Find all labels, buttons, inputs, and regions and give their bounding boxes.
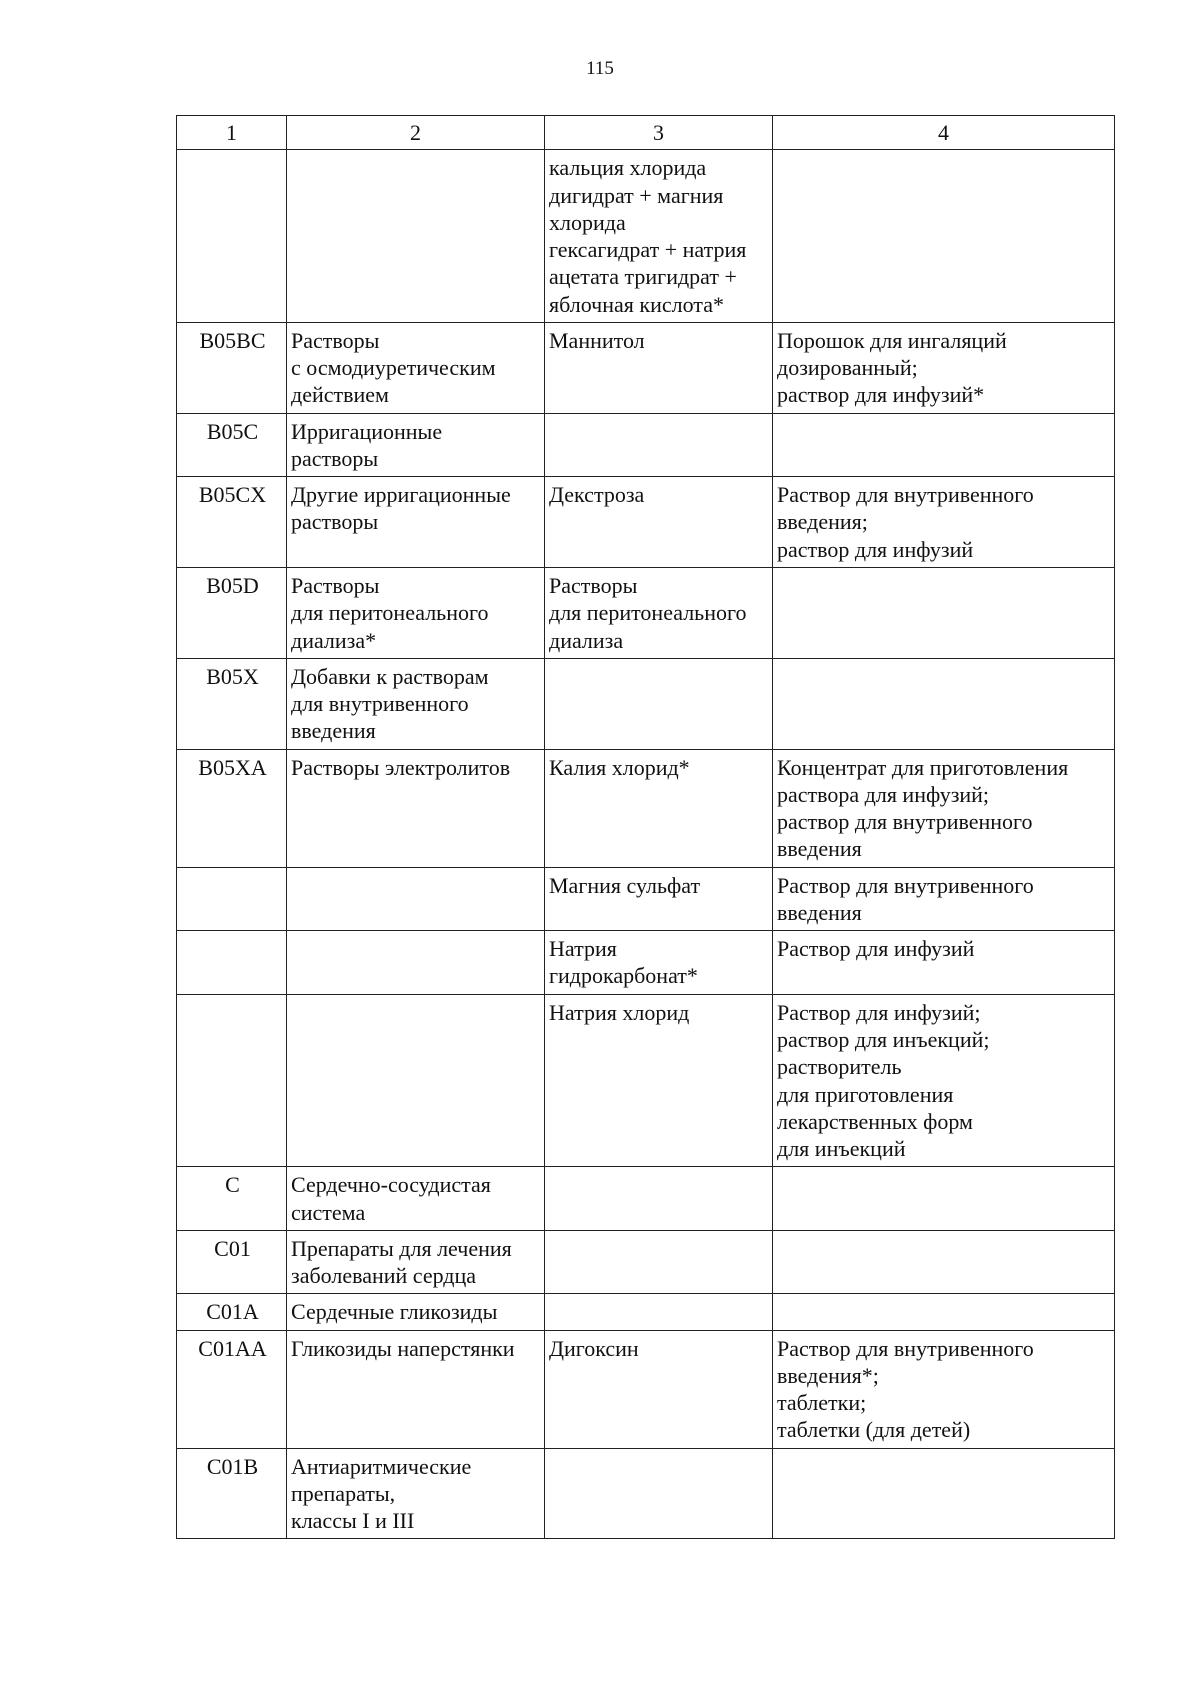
cell-line: Другие ирригационные	[291, 482, 511, 508]
atc-code-cell: C01A	[177, 1294, 287, 1330]
table-row	[177, 749, 1115, 867]
table-row	[177, 1448, 1115, 1539]
cell-line: дигидрат + магния	[549, 182, 724, 208]
header-col-1: 1	[177, 116, 287, 150]
cell-line: дозированный;	[777, 355, 918, 381]
dosage-form-cell	[773, 413, 1115, 477]
atc-code-cell	[177, 867, 287, 931]
table-row	[177, 931, 1115, 995]
group-name-cell	[287, 1230, 545, 1294]
substance-cell	[545, 322, 773, 413]
cell-line: Раствор для внутривенного	[777, 872, 1034, 898]
table-row	[177, 322, 1115, 413]
cell-line: Раствор для внутривенного	[777, 1335, 1034, 1361]
atc-code-cell: B05X	[177, 658, 287, 749]
header-col-2: 2	[287, 116, 545, 150]
cell-line: Концентрат для приготовления	[777, 754, 1069, 780]
dosage-form-cell	[773, 477, 1115, 568]
table-row	[177, 413, 1115, 477]
atc-code-cell: C	[177, 1167, 287, 1231]
cell-line: классы I и III	[291, 1508, 415, 1534]
cell-line: введения*;	[777, 1362, 879, 1388]
dosage-form-cell	[773, 1230, 1115, 1294]
substance-cell	[545, 1330, 773, 1448]
group-name-cell	[287, 1294, 545, 1330]
table-body	[177, 150, 1115, 1539]
cell-line: Препараты для лечения	[291, 1235, 512, 1261]
cell-line: для приготовления	[777, 1081, 954, 1107]
cell-line: Магния сульфат	[549, 872, 701, 898]
cell-line: действием	[291, 382, 389, 408]
dosage-form-cell	[773, 931, 1115, 995]
cell-line: растворы	[291, 509, 379, 535]
cell-line: диализа*	[291, 627, 377, 653]
substance-cell	[545, 567, 773, 658]
group-name-cell	[287, 1330, 545, 1448]
substance-cell	[545, 1230, 773, 1294]
cell-line: растворитель	[777, 1054, 902, 1080]
atc-code-cell: B05BC	[177, 322, 287, 413]
group-name-cell	[287, 1448, 545, 1539]
cell-line: для инъекций	[777, 1136, 906, 1162]
dosage-form-cell	[773, 658, 1115, 749]
cell-line: таблетки (для детей)	[777, 1417, 971, 1443]
atc-code-cell: C01AA	[177, 1330, 287, 1448]
dosage-form-cell	[773, 567, 1115, 658]
cell-line: яблочная кислота*	[549, 291, 724, 317]
group-name-cell	[287, 477, 545, 568]
header-col-4: 4	[773, 116, 1115, 150]
cell-line: Натрия хлорид	[549, 999, 690, 1025]
atc-code-cell	[177, 150, 287, 323]
cell-line: препараты,	[291, 1480, 396, 1506]
cell-line: Натрия	[549, 936, 617, 962]
page-number: 115	[586, 58, 614, 79]
atc-code-cell: C01	[177, 1230, 287, 1294]
cell-line: Сердечные гликозиды	[291, 1299, 498, 1325]
substance-cell	[545, 150, 773, 323]
cell-line: заболеваний сердца	[291, 1263, 477, 1289]
table-row	[177, 1330, 1115, 1448]
cell-line: гидрокарбонат*	[549, 963, 698, 989]
atc-code-cell: C01B	[177, 1448, 287, 1539]
table-row	[177, 477, 1115, 568]
substance-cell	[545, 413, 773, 477]
table-row	[177, 1294, 1115, 1330]
cell-line: Раствор для внутривенного	[777, 482, 1034, 508]
cell-line: Маннитол	[549, 327, 645, 353]
substance-cell	[545, 994, 773, 1167]
cell-line: Порошок для ингаляций	[777, 327, 1007, 353]
dosage-form-cell	[773, 1330, 1115, 1448]
substance-cell	[545, 658, 773, 749]
cell-line: Раствор для инфузий	[777, 936, 975, 962]
dosage-form-cell	[773, 150, 1115, 323]
atc-code-cell: B05D	[177, 567, 287, 658]
cell-line: для перитонеального	[291, 600, 489, 626]
cell-line: система	[291, 1199, 366, 1225]
cell-line: для внутривенного	[291, 691, 469, 717]
dosage-form-cell	[773, 749, 1115, 867]
group-name-cell	[287, 994, 545, 1167]
dosage-form-cell	[773, 1448, 1115, 1539]
cell-line: введения	[777, 836, 862, 862]
substance-cell	[545, 477, 773, 568]
cell-line: введения;	[777, 509, 868, 535]
table-row	[177, 1230, 1115, 1294]
cell-line: раствор для инфузий	[777, 536, 974, 562]
cell-line: лекарственных форм	[777, 1108, 973, 1134]
group-name-cell	[287, 322, 545, 413]
cell-line: раствора для инфузий;	[777, 781, 990, 807]
cell-line: Антиаритмические	[291, 1453, 472, 1479]
atc-code-cell	[177, 994, 287, 1167]
table-row	[177, 994, 1115, 1167]
cell-line: Раствор для инфузий;	[777, 999, 981, 1025]
group-name-cell	[287, 413, 545, 477]
cell-line: для перитонеального	[549, 600, 747, 626]
cell-line: раствор для внутривенного	[777, 809, 1033, 835]
table-row	[177, 567, 1115, 658]
cell-line: ацетата тригидрат +	[549, 264, 737, 290]
table-row	[177, 150, 1115, 323]
group-name-cell	[287, 867, 545, 931]
header-row	[177, 116, 1115, 150]
cell-line: с осмодиуретическим	[291, 355, 496, 381]
dosage-form-cell	[773, 322, 1115, 413]
cell-line: Гликозиды наперстянки	[291, 1335, 515, 1361]
group-name-cell	[287, 1167, 545, 1231]
group-name-cell	[287, 658, 545, 749]
atc-code-cell: B05C	[177, 413, 287, 477]
cell-line: Растворы	[291, 572, 380, 598]
cell-line: Сердечно-сосудистая	[291, 1172, 491, 1198]
cell-line: Добавки к растворам	[291, 663, 489, 689]
cell-line: раствор для инъекций;	[777, 1026, 990, 1052]
group-name-cell	[287, 931, 545, 995]
group-name-cell	[287, 150, 545, 323]
cell-line: диализа	[549, 627, 624, 653]
substance-cell	[545, 867, 773, 931]
table-row	[177, 867, 1115, 931]
cell-line: Растворы	[549, 572, 638, 598]
dosage-form-cell	[773, 1294, 1115, 1330]
cell-line: Калия хлорид*	[549, 754, 690, 780]
cell-line: Растворы	[291, 327, 380, 353]
header-col-3: 3	[545, 116, 773, 150]
atc-code-cell	[177, 931, 287, 995]
cell-line: растворы	[291, 445, 379, 471]
substance-cell	[545, 931, 773, 995]
table-header	[177, 116, 1115, 150]
dosage-form-cell	[773, 1167, 1115, 1231]
cell-line: кальция хлорида	[549, 155, 707, 181]
atc-code-cell: B05CX	[177, 477, 287, 568]
cell-line: хлорида	[549, 209, 626, 235]
cell-line: введения	[777, 899, 862, 925]
cell-line: Ирригационные	[291, 418, 443, 444]
cell-line: Дигоксин	[549, 1335, 639, 1361]
table-row	[177, 658, 1115, 749]
dosage-form-cell	[773, 867, 1115, 931]
atc-code-cell: B05XA	[177, 749, 287, 867]
substance-cell	[545, 1167, 773, 1231]
cell-line: раствор для инфузий*	[777, 382, 985, 408]
cell-line: введения	[291, 718, 376, 744]
drug-table	[176, 115, 1115, 1539]
table-row	[177, 1167, 1115, 1231]
group-name-cell	[287, 567, 545, 658]
cell-line: таблетки;	[777, 1390, 867, 1416]
cell-line: Декстроза	[549, 482, 645, 508]
substance-cell	[545, 1448, 773, 1539]
substance-cell	[545, 1294, 773, 1330]
cell-line: Растворы электролитов	[291, 754, 511, 780]
group-name-cell	[287, 749, 545, 867]
dosage-form-cell	[773, 994, 1115, 1167]
cell-line: гексагидрат + натрия	[549, 237, 747, 263]
substance-cell	[545, 749, 773, 867]
